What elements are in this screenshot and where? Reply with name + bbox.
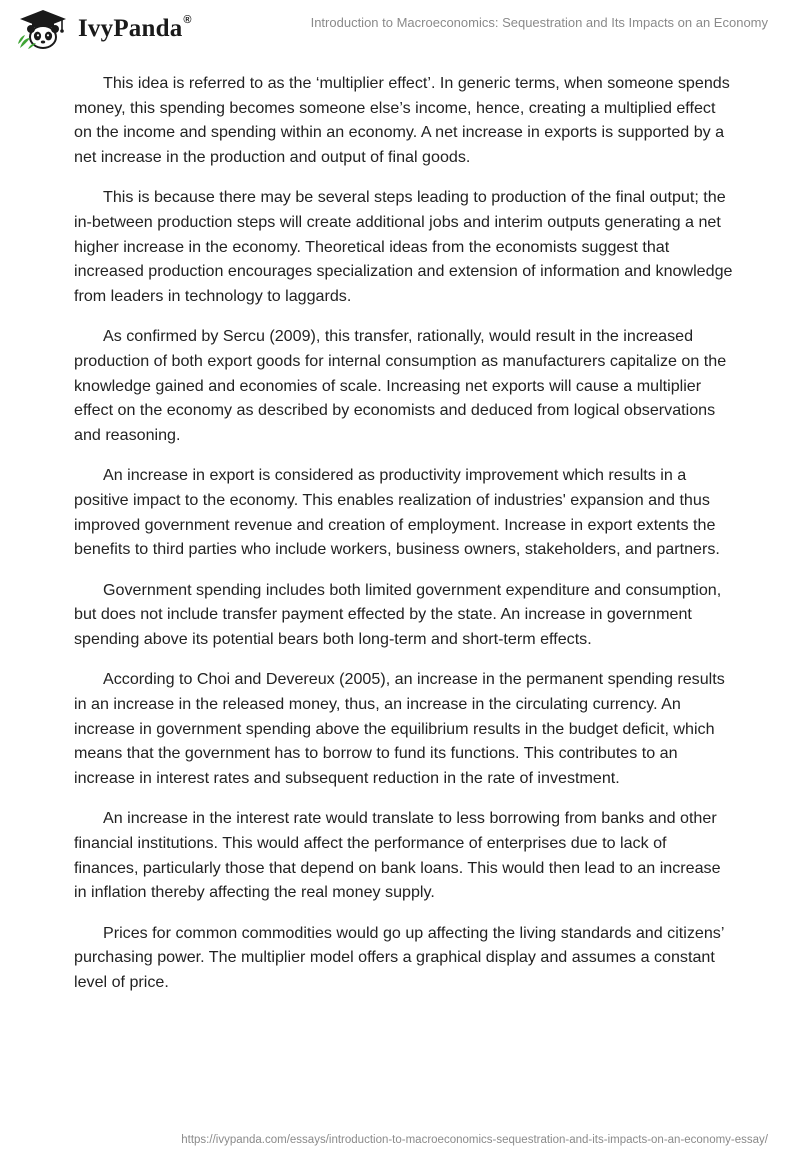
paragraph: An increase in export is considered as productivity improvement which results in a positive impact to the economy. This enables realization of industries' expansion and thus improved government revenue and creation of employment. Increase in export extents the benefits to third parties who include workers, business owners, stakeholders, and partners. — [74, 466, 720, 559]
paragraph: Government spending includes both limited government expenditure and consumption, but does not include transfer payment effected by the state. An increase in government spending above its potential bears both long-term and short-term effects. — [74, 580, 722, 648]
paragraph: An increase in the interest rate would translate to less borrowing from banks and other financial institutions. This would affect the performance of enterprises due to lack of finances, particularly those that depend on bank loans. This would then lead to an increase in inflation thereby affecting the real money supply. — [74, 809, 721, 902]
panda-graduate-icon — [14, 8, 72, 50]
essay-body — [74, 71, 734, 1011]
paragraph: Prices for common commodities would go up affecting the living standards and citizens’ purchasing power. The multiplier model offers a graphical display and assumes a constant level of price. — [74, 923, 724, 991]
brand-name: IvyPanda® — [78, 13, 192, 42]
logo[interactable] — [14, 8, 192, 50]
registered-mark: ® — [183, 13, 192, 26]
page-header — [0, 0, 800, 60]
source-url[interactable]: https://ivypanda.com/essays/introduction-to-macroeconomics-sequestration-and-its-impacts-on-an-economy-essay/ — [181, 1134, 768, 1146]
document-title: Introduction to Macroeconomics: Sequestration and Its Impacts on an Economy — [310, 15, 768, 30]
paragraph: As confirmed by Sercu (2009), this transfer, rationally, would result in the increased production of both export goods for internal consumption as manufacturers capitalize on the knowledge gained and economies of scale. Increasing net exports will cause a multiplier effect on the economy as described by economists and deduced from logical observations and reasoning. — [74, 327, 727, 444]
paragraph: This idea is referred to as the ‘multiplier effect’. In generic terms, when someone spends money, this spending becomes someone else’s income, hence, creating a multiplied effect on the income and spending within an economy. A net increase in exports is supported by a net increase in the production and output of final goods. — [74, 74, 730, 166]
paragraph: According to Choi and Devereux (2005), an increase in the permanent spending results in an increase in the released money, thus, an increase in the circulating currency. An increase in government spending above the equilibrium results in the budget deficit, which means that the government has to borrow to fund its functions. This contributes to an increase in interest rates and subsequent reduction in the rate of investment. — [74, 670, 725, 787]
paragraph: This is because there may be several steps leading to production of the final output; the in-between production steps will create additional jobs and interim outputs generating a net higher increase in the economy. Theoretical ideas from the economists suggest that increased production encourages specialization and extension of information and knowledge from leaders in technology to laggards. — [74, 188, 733, 305]
